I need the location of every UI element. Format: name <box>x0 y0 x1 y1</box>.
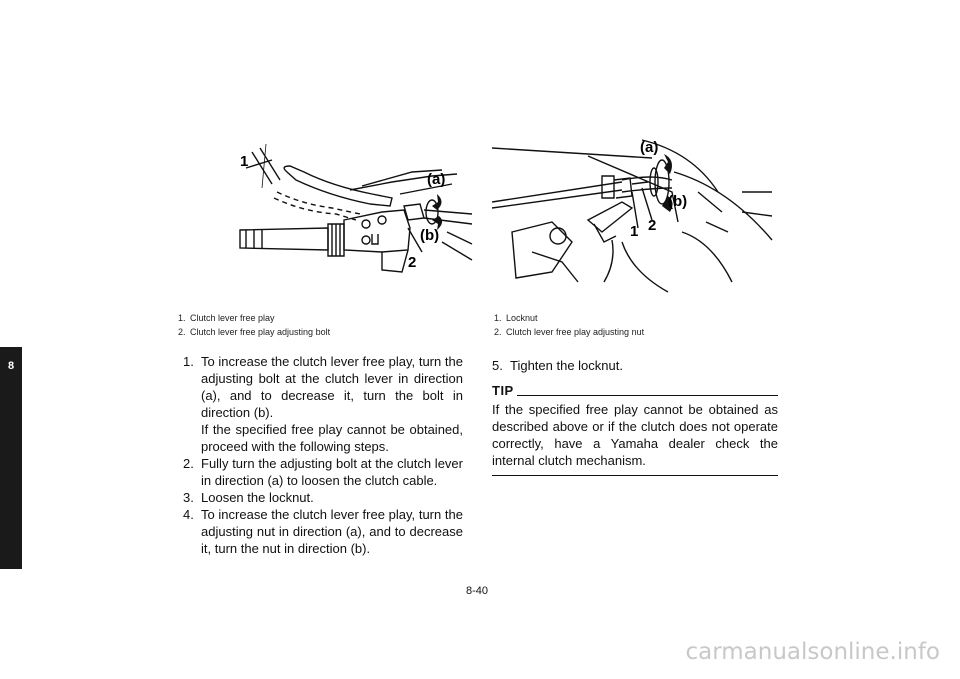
caption-item: 2. Clutch lever free play adjusting nut <box>494 327 645 337</box>
left-illustration <box>232 132 477 282</box>
tip-end-rule <box>492 475 778 476</box>
callout-2: 2 <box>408 254 417 271</box>
step-item: 4. To increase the clutch lever free play, turn the adjusting nut in direction (a), and to decrease it, turn the nut in direction (b). <box>183 507 463 556</box>
right-illustration <box>492 132 778 302</box>
caption-item: 2. Clutch lever free play adjusting bolt <box>178 327 331 337</box>
chapter-tab <box>0 347 22 569</box>
tip-label: TIP <box>492 383 514 398</box>
steps-list-left <box>183 353 463 557</box>
callout-2-right: 2 <box>648 217 657 234</box>
page-number: 8-40 <box>466 585 489 597</box>
steps-list-right <box>492 357 782 374</box>
tip-text: If the specified free play cannot be obtained as described above or if the clutch does not operate correctly, have a Yamaha dealer check the internal clutch mechanism. <box>492 402 778 468</box>
step-item: 5. Tighten the locknut. <box>492 358 623 373</box>
right-figure-caption <box>494 311 644 339</box>
callout-1-right: 1 <box>630 223 639 240</box>
chapter-number: 8 <box>7 360 15 372</box>
caption-item: 1. Locknut <box>494 313 538 323</box>
tip-rule <box>517 395 778 396</box>
step-item: 1. To increase the clutch lever free play, turn the adjusting bolt at the clutch lever in direction (a), and to decrease it, turn the bolt in direction (b). If the specified free play cannot be obtained, proceed with the following steps. <box>183 354 463 454</box>
step-item: 2. Fully turn the adjusting bolt at the clutch lever in direction (a) to loosen the clutch cable. <box>183 456 463 488</box>
callout-a-right: (a) <box>640 139 659 156</box>
watermark: carmanualsonline.info <box>685 639 940 665</box>
left-figure-caption <box>178 311 330 339</box>
caption-item: 1. Clutch lever free play <box>178 313 275 323</box>
step-item: 3. Loosen the locknut. <box>183 490 314 505</box>
clutch-cable-drawing <box>492 132 778 302</box>
clutch-lever-drawing <box>232 132 477 282</box>
callout-b: (b) <box>420 227 440 244</box>
tip-box <box>492 384 778 476</box>
callout-1: 1 <box>240 153 249 170</box>
callout-a: (a) <box>427 171 446 188</box>
callout-b-right: (b) <box>668 193 688 210</box>
